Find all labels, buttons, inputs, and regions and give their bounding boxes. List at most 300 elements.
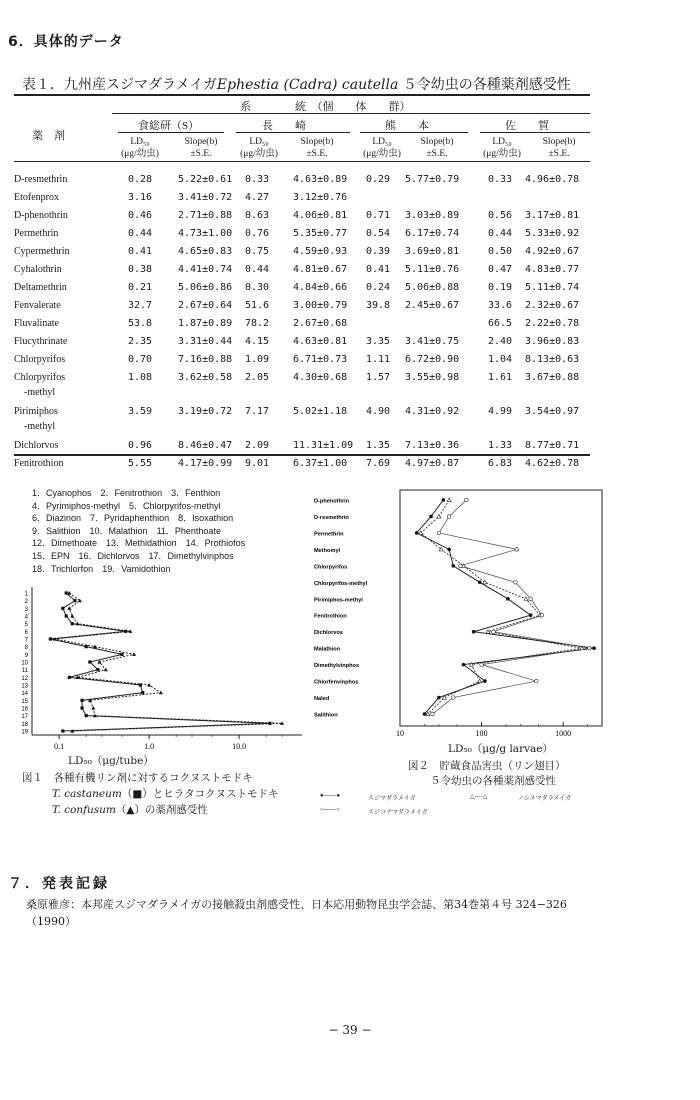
ld50-cell: 0.46	[128, 210, 153, 221]
fig2-y-label: D-resmethrin	[314, 514, 349, 521]
castaneum-point	[96, 668, 99, 671]
ld50-cell: 1.35	[366, 440, 391, 451]
fig1-y-tick: 10	[21, 660, 28, 667]
ld50-cell: 78.2	[245, 318, 270, 329]
slope-cell: 4.62±0.78	[525, 458, 580, 469]
col-strain-header: 系 統 （個 体 群）	[240, 101, 411, 113]
ld-label: LD₅₀	[249, 137, 269, 147]
fig2-y-label: Fenitrothion	[314, 613, 347, 620]
slope-cell: 3.96±0.83	[525, 336, 580, 347]
ld50-cell: 2.05	[245, 372, 270, 383]
legend-line: 12．Dimethoate 13．Methidathion 14．Prothiofos	[32, 538, 246, 549]
slope-cell: 3.67±0.88	[525, 372, 580, 383]
castaneum-point	[73, 599, 76, 602]
fig2-s1-point	[429, 515, 433, 519]
slope-header-1	[172, 136, 230, 160]
ld50-cell: 1.57	[366, 372, 391, 383]
ld50-cell: 4.99	[488, 406, 513, 417]
ld50-cell: 0.39	[366, 246, 391, 257]
ld50-cell: 3.59	[128, 406, 153, 417]
slope-cell: 3.54±0.97	[525, 406, 580, 417]
fig1-x-tick: 1.0	[144, 742, 155, 751]
ld50-cell: 0.24	[366, 282, 391, 293]
slope-cell: 7.13±0.36	[405, 440, 460, 451]
fig2-s2-point	[426, 712, 430, 716]
fig2-y-label: Chlorfenvinphos	[314, 679, 359, 686]
fig2-s3-point	[535, 679, 539, 683]
ld50-cell: 53.8	[128, 318, 153, 329]
slope-label: Slope(b)	[300, 137, 334, 147]
fig2-s2-point	[524, 597, 528, 601]
fig2-legend-name: スジコナマダラメイガ	[368, 810, 428, 816]
confusum-point	[91, 706, 95, 710]
confusum-point	[93, 714, 97, 718]
fig1-chart	[0, 585, 310, 753]
fig2-s1-point	[529, 613, 533, 617]
fig1-y-tick: 3	[24, 606, 28, 613]
fig2-s3-point	[464, 498, 468, 502]
slope-header-2	[288, 136, 346, 160]
ld-unit: (μg/幼虫)	[483, 149, 521, 159]
ld50-cell: 1.33	[488, 440, 513, 451]
fig2-y-label: Malathion	[314, 646, 341, 653]
slope-cell: 4.59±0.93	[293, 246, 348, 257]
fig1-y-tick: 9	[24, 652, 28, 659]
confusum-point	[104, 668, 108, 672]
caption-species: Ephestia (Cadra) cautella	[216, 77, 399, 93]
fig1-y-tick: 18	[21, 721, 28, 728]
ld50-cell: 33.6	[488, 300, 513, 311]
fig1-caption-line2-rest: （■）とヒラタコクヌストモドキ	[121, 788, 279, 800]
fig1-caption-line3-rest: （▲）の薬剤感受性	[115, 804, 208, 816]
fig2-s3-point	[437, 531, 441, 535]
ld50-cell: 1.11	[366, 354, 391, 365]
slope-cell: 8.13±0.63	[525, 354, 580, 365]
ld50-cell: 0.76	[245, 228, 270, 239]
ld50-cell: 1.04	[488, 354, 513, 365]
ld50-cell: 0.71	[366, 210, 391, 221]
fig2-legend-symbol: ●───●	[320, 793, 341, 799]
fig2-series-s2	[421, 500, 582, 714]
fig2-s3-point	[588, 646, 592, 650]
fig2-y-label: Salithion	[314, 712, 338, 719]
slope-cell: 4.63±0.81	[293, 336, 348, 347]
slope-cell: 4.30±0.68	[293, 372, 348, 383]
fig2-y-label: D-phenothrin	[314, 498, 350, 505]
ld-label: LD₅₀	[372, 137, 392, 147]
legend-line: 6．Diazinon 7．Pyridaphenthion 8．Isoxathion	[32, 513, 234, 524]
fig1-caption-line1: 図１ 各種有機リン剤に対するコクヌストモドキ	[22, 772, 253, 784]
ld50-cell: 0.44	[488, 228, 513, 239]
ld50-cell: 4.27	[245, 192, 270, 203]
ld50-cell: 4.90	[366, 406, 391, 417]
castaneum-point	[88, 660, 91, 663]
fig2-s1-point	[472, 630, 476, 634]
fig2-frame	[400, 490, 602, 726]
drug-name: Cyhalothrin	[14, 264, 62, 275]
legend-line: 15．EPN 16．Dichlorvos 17．Dimethylvinphos	[32, 551, 234, 561]
drug-name: Fenitrothion	[14, 458, 64, 469]
castaneum-point	[61, 607, 64, 610]
slope-cell: 2.67±0.64	[178, 300, 233, 311]
table-bottom-rule	[14, 454, 590, 456]
ld-unit: (μg/幼虫)	[363, 149, 401, 159]
fig1-x-tick: 0.1	[54, 742, 65, 751]
slope-unit: ±S.E.	[426, 149, 448, 159]
slope-cell: 4.73±1.00	[178, 228, 233, 239]
drug-name: Fluvalinate	[14, 318, 59, 329]
slope-cell: 4.31±0.92	[405, 406, 460, 417]
slope-cell: 3.41±0.75	[405, 336, 460, 347]
ld50-cell: 0.96	[128, 440, 153, 451]
ld50-cell: 0.41	[128, 246, 153, 257]
ld-unit: (μg/幼虫)	[240, 149, 278, 159]
slope-cell: 5.33±0.92	[525, 228, 580, 239]
castaneum-point	[141, 691, 144, 694]
fig2-y-label: Dimethylvinphos	[314, 663, 360, 670]
slope-cell: 3.62±0.58	[178, 372, 233, 383]
species-confusum: T. confusum	[52, 804, 116, 816]
ld50-cell: 0.75	[245, 246, 270, 257]
ld-label: LD₅₀	[492, 137, 512, 147]
ld50-cell: 0.41	[366, 264, 391, 275]
table-header-rule	[14, 161, 590, 162]
series-castaneum-line	[50, 593, 270, 731]
ld50-cell: 66.5	[488, 318, 513, 329]
castaneum-point	[85, 645, 88, 648]
ld50-cell: 0.54	[366, 228, 391, 239]
slope-cell: 5.77±0.79	[405, 174, 460, 185]
legend-line: 1．Cyanophos 2．Fenitrothion 3．Fenthion	[32, 488, 221, 498]
table-caption	[22, 74, 571, 94]
castaneum-point	[61, 729, 64, 732]
fig2-legend-name: ノシメマダラメイガ	[518, 796, 572, 802]
group-header-4: 佐 賀	[505, 120, 549, 132]
confusum-point	[70, 614, 74, 618]
castaneum-point	[80, 706, 83, 709]
fig1-y-tick: 8	[24, 645, 28, 652]
fig1-x-tick: 10.0	[232, 742, 247, 751]
ld50-cell: 3.16	[128, 192, 153, 203]
fig2-xlabel: LD₅₀（μg/g larvae）	[448, 743, 553, 755]
fig1-y-tick: 1	[24, 591, 28, 598]
section-6-title: 6．具体的データ	[8, 34, 124, 50]
fig2-x-tick: 10	[396, 729, 404, 738]
group-header-3: 熊 本	[385, 120, 429, 132]
ld-unit: (μg/幼虫)	[121, 149, 159, 159]
fig1-y-tick: 16	[21, 706, 28, 713]
castaneum-point	[65, 591, 68, 594]
drug-name: Flucythrinate	[14, 336, 68, 347]
drug-name: Cypermethrin	[14, 246, 70, 257]
fig1-y-tick: 15	[21, 698, 28, 705]
slope-cell: 5.06±0.86	[178, 282, 233, 293]
castaneum-point	[80, 699, 83, 702]
ld50-cell: 1.08	[128, 372, 153, 383]
slope-cell: 4.84±0.66	[293, 282, 348, 293]
fig2-y-label: Naled	[314, 696, 330, 703]
ld50-cell: 6.83	[488, 458, 513, 469]
slope-cell: 6.71±0.73	[293, 354, 348, 365]
fig2-s1-point	[462, 663, 466, 667]
fig2-s3-point	[447, 515, 451, 519]
publication-reference: 桑原雅彦：本邦産スジマダラメイガの接触殺虫剤感受性、日本応用動物昆虫学会誌、第34巻第４号 324−326（1990）	[26, 898, 567, 928]
fig2-s1-point	[451, 564, 455, 568]
castaneum-point	[71, 622, 74, 625]
drug-name-cont: -methyl	[24, 421, 56, 432]
ld50-cell: 0.47	[488, 264, 513, 275]
drug-name: Dichlorvos	[14, 440, 59, 451]
slope-cell: 3.31±0.44	[178, 336, 233, 347]
slope-cell: 5.11±0.74	[525, 282, 580, 293]
castaneum-point	[124, 630, 127, 633]
slope-unit: ±S.E.	[190, 149, 212, 159]
slope-cell: 4.81±0.67	[293, 264, 348, 275]
castaneum-point	[268, 722, 271, 725]
fig2-s1-point	[415, 531, 419, 535]
fig2-legend-symbol: △----△	[470, 794, 488, 800]
fig2-s1-point	[447, 548, 451, 552]
ld50-cell: 0.29	[366, 174, 391, 185]
caption-suffix: ５令幼虫の各種薬剤感受性	[402, 77, 571, 93]
confusum-point	[147, 683, 151, 687]
drug-name: Pirimiphos	[14, 406, 58, 417]
fig2-x-tick: 100	[475, 729, 488, 738]
ld50-cell: 32.7	[128, 300, 153, 311]
ld50-cell: 7.17	[245, 406, 270, 417]
fig1-y-tick: 13	[21, 683, 28, 690]
drug-name: Chlorpyrifos	[14, 354, 66, 365]
legend-line: 4．Pyrimiphos-methyl 5．Chlorpyrifos-methyl	[32, 500, 221, 511]
slope-cell: 8.46±0.47	[178, 440, 233, 451]
ld50-cell: 0.21	[128, 282, 153, 293]
slope-cell: 2.32±0.67	[525, 300, 580, 311]
fig1-y-tick: 5	[24, 622, 28, 629]
ld50-cell: 39.8	[366, 300, 391, 311]
fig2-s3-point	[515, 548, 519, 552]
ld50-cell: 0.30	[245, 282, 270, 293]
ld-header-1	[118, 136, 162, 160]
fig2-s3-point	[514, 581, 518, 585]
confusum-point	[67, 591, 71, 595]
fig2-s3-point	[451, 696, 455, 700]
slope-cell: 7.16±0.88	[178, 354, 233, 365]
slope-cell: 4.65±0.83	[178, 246, 233, 257]
slope-cell: 5.02±1.18	[293, 406, 348, 417]
ld50-cell: 9.01	[245, 458, 270, 469]
slope-cell: 3.69±0.81	[405, 246, 460, 257]
ld50-cell: 0.44	[128, 228, 153, 239]
slope-cell: 3.19±0.72	[178, 406, 233, 417]
fig2-y-label: Chlorpyrifos	[314, 564, 348, 571]
confusum-point	[67, 606, 71, 610]
fig2-s3-point	[459, 564, 463, 568]
ld50-cell: 0.38	[128, 264, 153, 275]
slope-cell: 11.31±1.09	[293, 440, 354, 451]
ld50-cell: 2.35	[128, 336, 153, 347]
fig2-s2-point	[447, 498, 451, 502]
fig2-s3-point	[492, 630, 496, 634]
section-7-title: ７．発表記録	[8, 876, 110, 892]
slope-cell: 3.55±0.98	[405, 372, 460, 383]
slope-cell: 4.06±0.81	[293, 210, 348, 221]
fig2-caption-line2: ５令幼虫の各種薬剤感受性	[430, 775, 556, 787]
slope-cell: 4.96±0.78	[525, 174, 580, 185]
fig2-y-label: Methomyl	[314, 547, 341, 554]
group-header-1: 食総研（S）	[138, 120, 200, 132]
fig2-s3-point	[480, 663, 484, 667]
fig2-caption-line1: 図２ 貯蔵食品害虫（リン翅目）	[408, 760, 566, 772]
fig2-y-label: Permethrin	[314, 531, 344, 538]
ld50-cell: 0.70	[128, 354, 153, 365]
slope-cell: 8.77±0.71	[525, 440, 580, 451]
fig2-s1-point	[442, 498, 446, 502]
fig1-y-tick: 14	[21, 691, 28, 698]
castaneum-point	[139, 683, 142, 686]
slope-cell: 5.22±0.61	[178, 174, 233, 185]
fig2-s1-point	[437, 696, 441, 700]
slope-cell: 4.41±0.74	[178, 264, 233, 275]
fig1-y-tick: 6	[24, 629, 28, 636]
fig1-y-tick: 12	[21, 675, 28, 682]
ld50-cell: 1.61	[488, 372, 513, 383]
drug-name: D-phenothrin	[14, 210, 68, 221]
drug-name: Permethrin	[14, 228, 59, 239]
drug-name: Chlorpyrifos	[14, 372, 66, 383]
confusum-point	[159, 691, 163, 695]
ld50-cell: 0.56	[488, 210, 513, 221]
fig2-s3-point	[431, 712, 435, 716]
slope-cell: 5.35±0.77	[293, 228, 348, 239]
drug-name: Deltamethrin	[14, 282, 67, 293]
fig2-s2-point	[437, 514, 441, 518]
fig2-legend-name: スジマダラメイガ	[368, 796, 416, 802]
slope-cell: 3.00±0.79	[293, 300, 348, 311]
fig1-y-tick: 19	[21, 729, 28, 736]
legend-line: 9．Salithion 10．Malathion 11．Phenthoate	[32, 525, 221, 536]
fig1-y-tick: 17	[21, 714, 28, 721]
confusum-point	[132, 652, 136, 656]
ld50-cell: 3.35	[366, 336, 391, 347]
fig1-caption-line2	[52, 786, 278, 801]
slope-cell: 4.97±0.87	[405, 458, 460, 469]
species-castaneum: T. castaneum	[52, 788, 122, 800]
fig2-s2-point	[419, 531, 423, 535]
slope-cell: 2.71±0.88	[178, 210, 233, 221]
drug-name: Fenvalerate	[14, 300, 61, 311]
drug-name-cont: -methyl	[24, 387, 56, 398]
castaneum-point	[120, 653, 123, 656]
fig2-s1-point	[592, 646, 596, 650]
fig2-s3-point	[540, 613, 544, 617]
fig1-caption-line3	[52, 802, 208, 817]
drug-name: D-resmethrin	[14, 174, 68, 185]
castaneum-point	[85, 714, 88, 717]
slope-cell: 6.17±0.74	[405, 228, 460, 239]
ld-label: LD₅₀	[130, 137, 150, 147]
page-number: − 39 −	[328, 1023, 372, 1037]
fig2-y-label: Chlorpyrifos-methyl	[314, 580, 368, 587]
fig2-x-tick: 1000	[555, 729, 572, 738]
slope-cell: 1.87±0.89	[178, 318, 233, 329]
slope-cell: 4.17±0.99	[178, 458, 233, 469]
fig2-legend-symbol: ○───○	[320, 807, 341, 813]
ld50-cell: 51.6	[245, 300, 270, 311]
legend-line: 18．Trichlorfon 19．Vamidothion	[32, 563, 171, 574]
slope-cell: 4.63±0.89	[293, 174, 348, 185]
ld50-cell: 0.33	[245, 174, 270, 185]
fig2-series-s1	[417, 500, 594, 714]
caption-prefix: 表１．九州産スジマダラメイガ	[22, 77, 217, 93]
fig1-y-tick: 7	[24, 637, 28, 644]
fig2-y-label: Dichlorvos	[314, 630, 343, 637]
slope-cell: 3.41±0.72	[178, 192, 233, 203]
castaneum-point	[68, 676, 71, 679]
fig2-s1-point	[478, 581, 482, 585]
ld50-cell: 1.09	[245, 354, 270, 365]
ld50-cell: 0.28	[128, 174, 153, 185]
slope-cell: 2.22±0.78	[525, 318, 580, 329]
slope-unit: ±S.E.	[548, 149, 570, 159]
slope-unit: ±S.E.	[306, 149, 328, 159]
slope-header-4	[530, 136, 588, 160]
ld-header-3	[360, 136, 404, 160]
ld50-cell: 2.40	[488, 336, 513, 347]
ld50-cell: 4.15	[245, 336, 270, 347]
fig2-s1-point	[506, 597, 510, 601]
slope-cell: 3.12±0.76	[293, 192, 348, 203]
slope-cell: 5.06±0.88	[405, 282, 460, 293]
ld50-cell: 0.33	[488, 174, 513, 185]
fig1-y-tick: 4	[24, 614, 28, 621]
fig2-chart	[312, 488, 612, 753]
castaneum-point	[65, 614, 68, 617]
slope-label: Slope(b)	[420, 137, 454, 147]
slope-label: Slope(b)	[542, 137, 576, 147]
fig1-y-tick: 2	[24, 599, 28, 606]
slope-cell: 6.72±0.90	[405, 354, 460, 365]
slope-cell: 2.67±0.68	[293, 318, 348, 329]
slope-cell: 2.45±0.67	[405, 300, 460, 311]
ld50-cell: 0.44	[245, 264, 270, 275]
castaneum-point	[49, 637, 52, 640]
fig2-series-s3	[432, 500, 589, 714]
drug-name: Etofenprox	[14, 192, 59, 203]
ld50-cell: 0.63	[245, 210, 270, 221]
ld50-cell: 0.19	[488, 282, 513, 293]
fig2-y-label: Pirimiphos-methyl	[314, 597, 363, 604]
slope-cell: 4.83±0.77	[525, 264, 580, 275]
table-top-rule	[14, 94, 590, 96]
slope-cell: 4.92±0.67	[525, 246, 580, 257]
fig1-y-tick: 11	[21, 668, 28, 675]
ld-header-2	[237, 136, 281, 160]
slope-cell: 3.03±0.89	[405, 210, 460, 221]
slope-cell: 6.37±1.00	[293, 458, 348, 469]
confusum-point	[75, 622, 79, 626]
slope-cell: 3.17±0.81	[525, 210, 580, 221]
ld50-cell: 5.55	[128, 458, 153, 469]
fig2-s1-point	[483, 679, 487, 683]
fig2-s3-point	[529, 597, 533, 601]
fig1-xlabel: LD₅₀（μg/tube）	[68, 755, 154, 767]
ld50-cell: 0.50	[488, 246, 513, 257]
group-header-2: 長 崎	[262, 120, 306, 132]
ld50-cell: 7.69	[366, 458, 391, 469]
slope-header-3	[408, 136, 466, 160]
slope-label: Slope(b)	[184, 137, 218, 147]
fig2-s2-point	[478, 679, 482, 683]
